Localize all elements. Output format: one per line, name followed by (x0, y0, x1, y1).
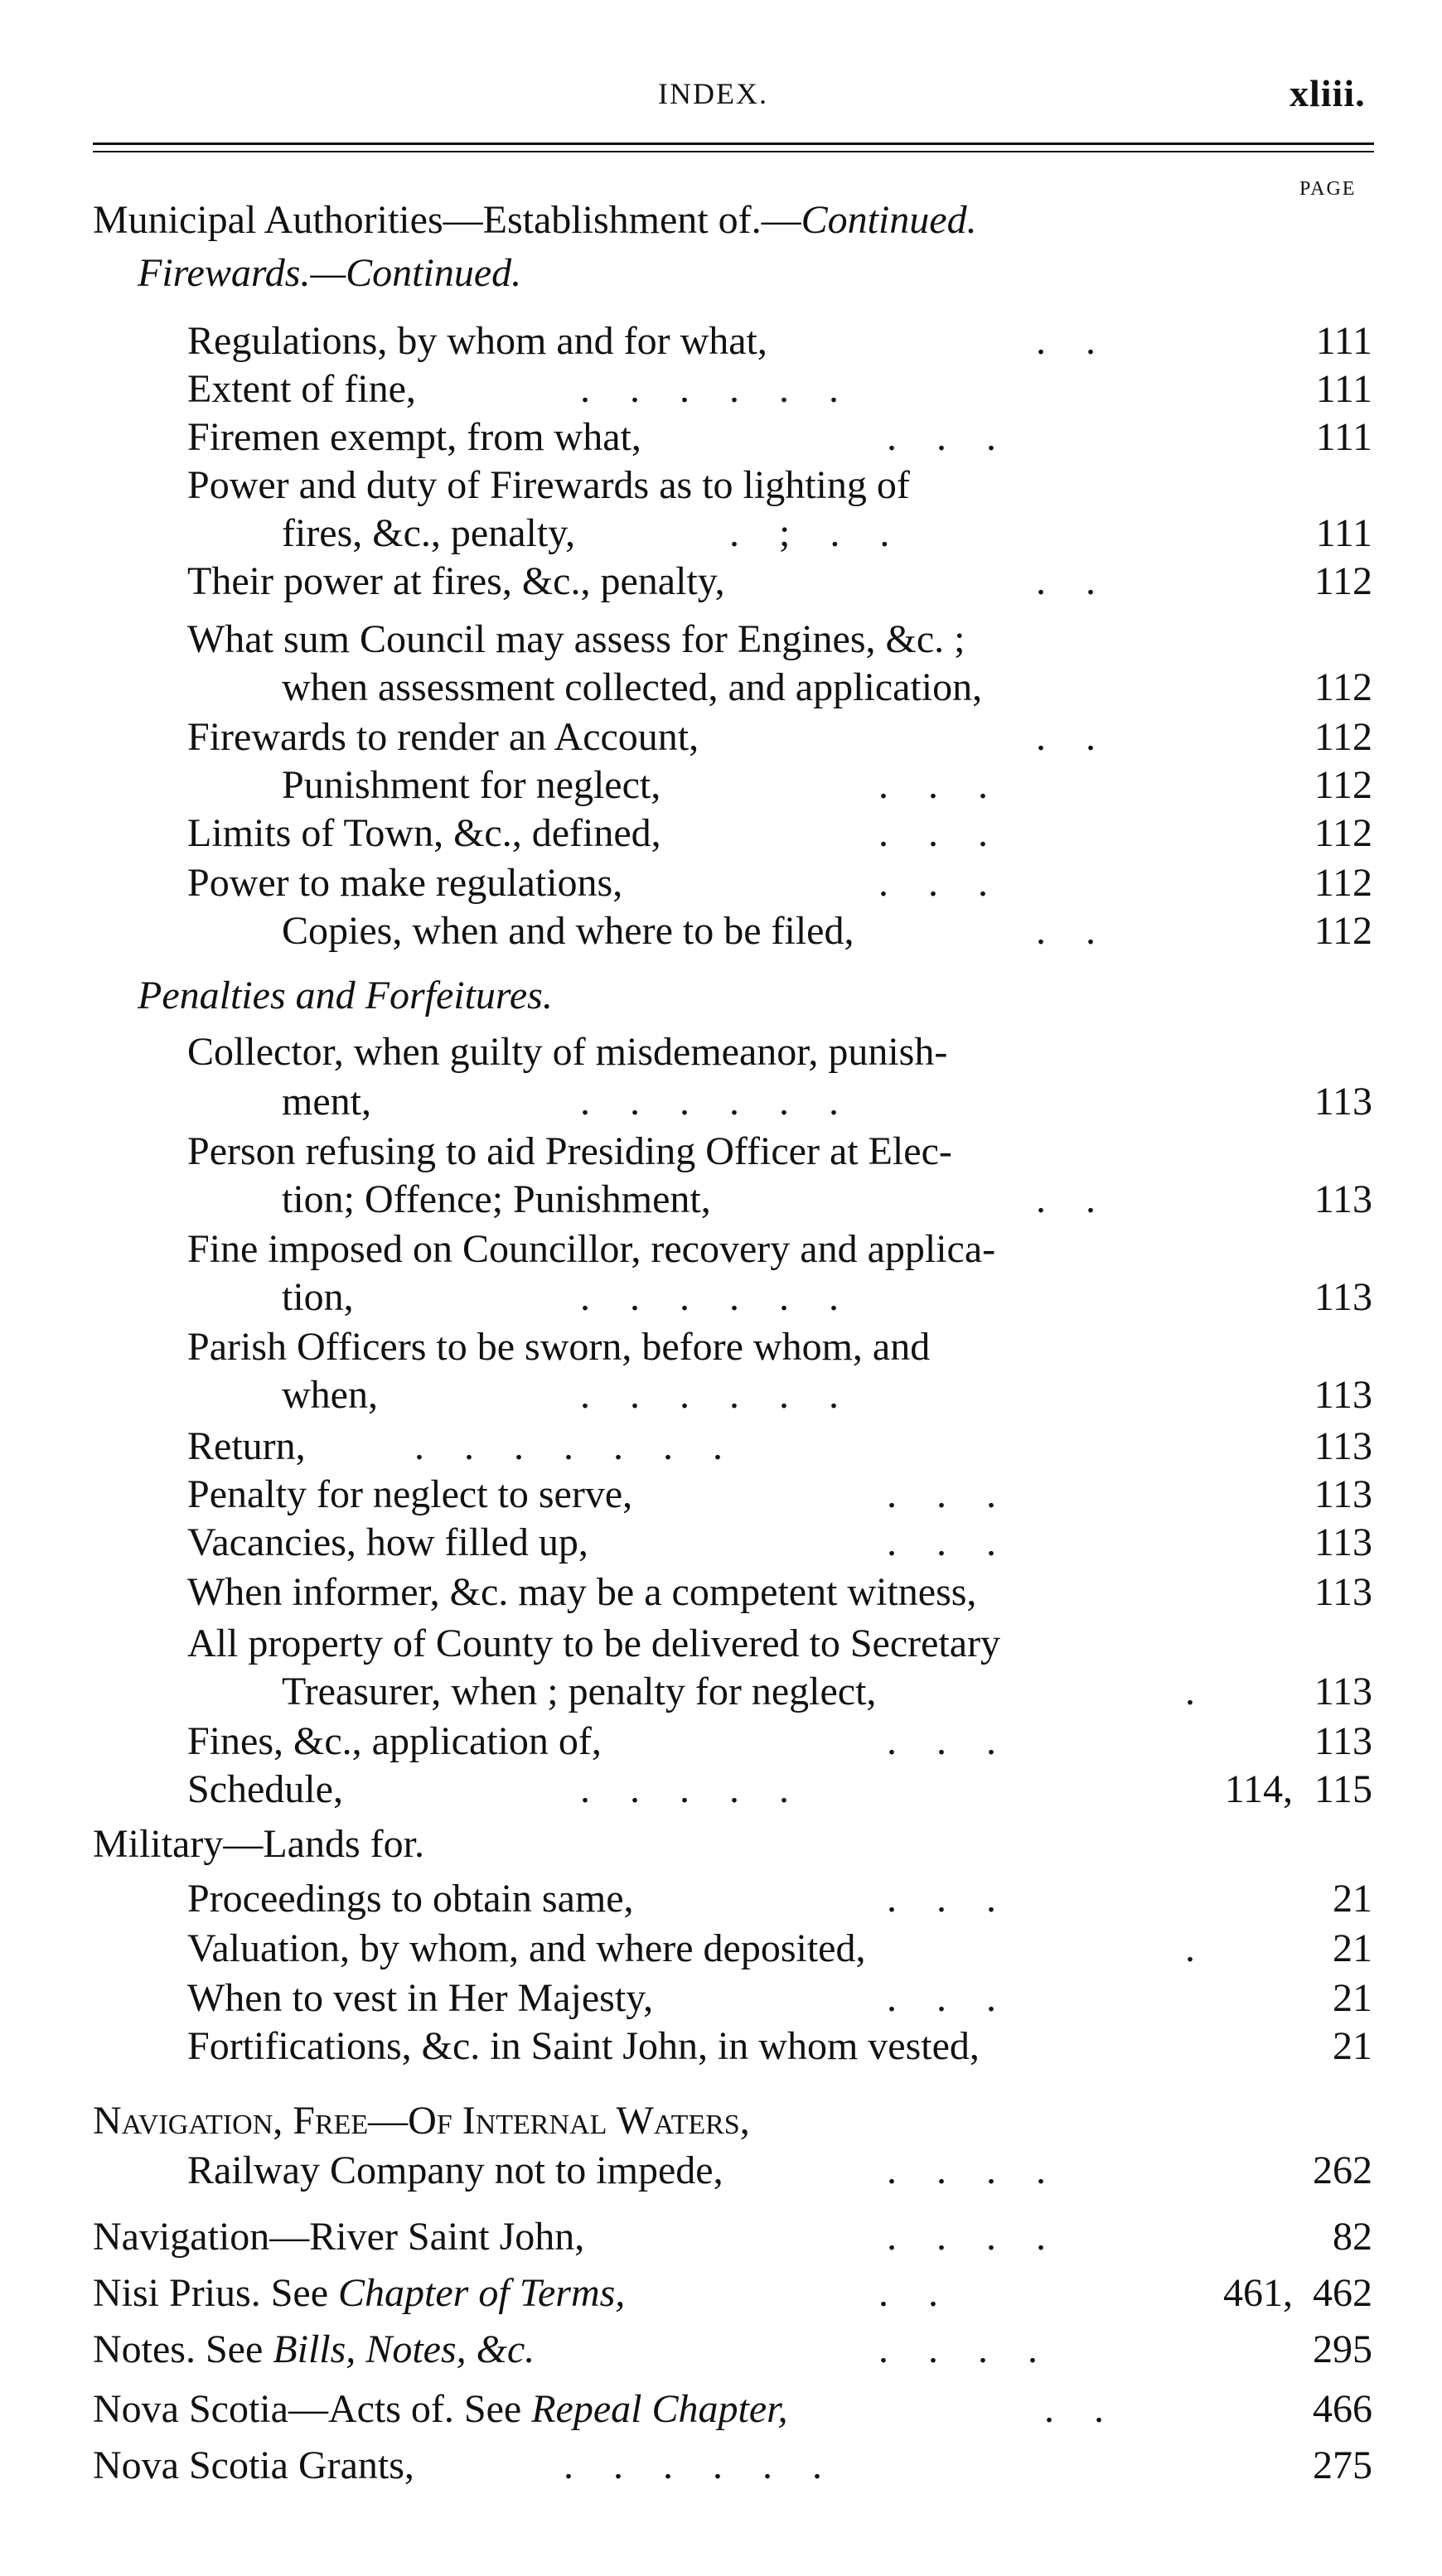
page-ref: 111 (1315, 319, 1372, 363)
entry-label: Firewards to render an Account, (187, 715, 699, 759)
page-ref: 462 (1313, 2271, 1372, 2315)
leader-dots: . . (1036, 559, 1096, 603)
entry-text (187, 1974, 653, 2023)
leader-dots: . . (1036, 909, 1096, 953)
leader-dots: . . . . . . (580, 1275, 839, 1319)
entry-text (282, 906, 854, 956)
index-entry (0, 906, 1442, 956)
entry-italic-label: Chapter of Terms, (338, 2271, 626, 2315)
index-entry (0, 1874, 1442, 1924)
index-entry (0, 1370, 1442, 1420)
page-ref: 21 (1333, 1976, 1372, 2020)
entry-text (187, 1874, 634, 1924)
entry-label: Schedule, (187, 1767, 343, 1811)
entry-label: when assessment collected, and application, (282, 665, 983, 709)
leader-dots: . (1185, 1926, 1195, 1970)
index-entry (0, 971, 1442, 1021)
index-entry (0, 1667, 1442, 1717)
entry-label: Nova Scotia Grants, (93, 2443, 414, 2487)
entry-label: Regulations, by whom and for what, (187, 319, 767, 363)
entry-text (282, 1667, 876, 1717)
entry-text (187, 1422, 306, 1472)
index-entry (0, 2325, 1442, 2375)
entry-label: Valuation, by whom, and where deposited, (187, 1926, 866, 1970)
page-ref-first: 461, (1223, 2271, 1293, 2315)
index-entry (0, 663, 1442, 713)
index-entry (0, 858, 1442, 908)
page-ref: 113 (1314, 1570, 1372, 1614)
page-ref: 113 (1314, 1177, 1372, 1221)
index-entry (0, 2022, 1442, 2071)
entry-text (93, 2325, 535, 2375)
leader-dots: . . . (878, 861, 988, 905)
leader-dots: . . . . . (580, 1767, 789, 1811)
index-entry (0, 713, 1442, 762)
entry-text (93, 2096, 750, 2146)
leader-dots: . (1185, 1670, 1195, 1713)
entry-label: Treasurer, when ; penalty for neglect, (282, 1670, 877, 1713)
index-entry (0, 1924, 1442, 1974)
leader-dots: . . . (887, 1976, 996, 2020)
entry-label: Proceedings to obtain same, (187, 1877, 634, 1921)
index-entry (0, 1175, 1442, 1225)
page-ref: 111 (1315, 367, 1372, 411)
entry-label: Penalty for neglect to serve, (187, 1472, 633, 1516)
index-entry (0, 761, 1442, 810)
entry-label: Parish Officers to be sworn, before whom, and (187, 1325, 931, 1369)
entry-text (187, 2022, 980, 2071)
entry-label: All property of County to be delivered to Secretary (187, 1621, 1001, 1665)
entry-text (187, 1027, 947, 1077)
entry-text (187, 1619, 1000, 1669)
index-entry (0, 1765, 1442, 1815)
page-ref: 21 (1333, 1926, 1372, 1970)
leader-dots: . . . (887, 1877, 996, 1921)
index-entry (0, 615, 1442, 665)
page-ref: 113 (1314, 1424, 1372, 1468)
page-ref: 466 (1313, 2387, 1372, 2431)
entry-label: tion, (282, 1275, 354, 1319)
entry-text (187, 1127, 952, 1177)
page-ref-first: 114, (1224, 1767, 1293, 1811)
entry-label: When informer, &c. may be a competent witness, (187, 1570, 977, 1614)
page-column-label: PAGE (1299, 178, 1357, 200)
entry-text (282, 1077, 371, 1127)
leader-dots: . . . . . . (580, 1373, 839, 1417)
entry-text (282, 761, 661, 810)
entry-text (187, 713, 699, 762)
index-entry (0, 509, 1442, 558)
page-ref: 112 (1314, 665, 1372, 709)
entry-label: Power to make regulations, (187, 861, 623, 905)
entry-label: Navigation—River Saint John, (93, 2215, 585, 2259)
entry-text (93, 1820, 424, 1869)
entry-label: Collector, when guilty of misdemeanor, punish- (187, 1030, 948, 1074)
entry-text (93, 2212, 584, 2262)
leader-dots: . . (1036, 715, 1096, 759)
page-ref: 82 (1333, 2215, 1372, 2259)
entry-label: Vacancies, how filled up, (187, 1520, 588, 1564)
entry-label: Their power at fires, &c., penalty, (187, 559, 725, 603)
entry-label: when, (282, 1373, 378, 1417)
entry-label: Military—Lands for. (93, 1822, 424, 1866)
entry-text (282, 1273, 354, 1322)
entry-label: Fortifications, &c. in Saint John, in whom vested, (187, 2024, 980, 2068)
entry-text (282, 1175, 711, 1225)
entry-label: What sum Council may assess for Engines, &c. ; (187, 617, 965, 661)
index-entry (0, 461, 1442, 510)
leader-dots: . . . . (878, 2327, 1038, 2371)
entry-italic-label: Continued. (801, 198, 977, 242)
entry-label: Nisi Prius. See (93, 2271, 339, 2315)
index-entry (0, 1820, 1442, 1869)
leader-dots: . . (1036, 1177, 1096, 1221)
entry-label: Limits of Town, &c., defined, (187, 811, 661, 855)
index-entry (0, 2212, 1442, 2262)
entry-text (93, 196, 977, 245)
entry-text (187, 809, 661, 858)
index-entry (0, 1027, 1442, 1077)
leader-dots: . . . . . . (580, 367, 839, 411)
page-ref: 275 (1313, 2443, 1372, 2487)
entry-text (187, 1225, 995, 1274)
entry-label: Copies, when and where to be filed, (282, 909, 854, 953)
page-ref: 112 (1314, 763, 1372, 807)
entry-text (187, 557, 725, 607)
entry-text (282, 663, 982, 713)
index-entry (0, 809, 1442, 858)
page-ref: 113 (1314, 1472, 1372, 1516)
page-ref: 113 (1314, 1670, 1372, 1713)
index-entry (0, 1717, 1442, 1766)
entry-text (187, 858, 622, 908)
leader-dots: . . (1036, 319, 1096, 363)
entry-text (93, 2441, 414, 2491)
entry-label: Nova Scotia—Acts of. See (93, 2387, 532, 2431)
entry-label: Railway Company not to impede, (187, 2148, 723, 2192)
page-ref: 262 (1313, 2148, 1372, 2192)
index-entry (0, 413, 1442, 462)
leader-dots: . . . . . . (580, 1080, 839, 1124)
entry-text (187, 365, 416, 414)
index-entry (0, 557, 1442, 607)
page-ref: 112 (1314, 909, 1372, 953)
page-ref: 112 (1314, 861, 1372, 905)
leader-dots: . . . . . . . (414, 1424, 723, 1468)
entry-label: Power and duty of Firewards as to lighting of (187, 463, 910, 507)
page-ref: 112 (1314, 559, 1372, 603)
entry-italic-label: Firewards.—Continued. (138, 251, 522, 295)
entry-text (187, 1717, 602, 1766)
index-entry (0, 1974, 1442, 2023)
entry-label: Extent of fine, (187, 367, 416, 411)
leader-dots: . . . (887, 1719, 996, 1763)
page-ref: 112 (1314, 715, 1372, 759)
index-entry (0, 1422, 1442, 1472)
index-entry (0, 1518, 1442, 1568)
entry-text (187, 413, 641, 462)
entry-text (138, 249, 521, 298)
entry-text (187, 2146, 723, 2196)
entry-text (187, 1924, 865, 1974)
entry-text (282, 509, 575, 558)
entry-text (187, 317, 767, 366)
header-rule-thin (93, 151, 1374, 152)
entry-label: fires, &c., penalty, (282, 511, 576, 555)
page-ref: 112 (1314, 811, 1372, 855)
entry-label: Firemen exempt, from what, (187, 415, 641, 459)
entry-text (282, 1370, 378, 1420)
entry-text (187, 615, 965, 665)
index-entry (0, 1322, 1442, 1372)
leader-dots: . . . . (887, 2148, 1046, 2192)
page-ref: 113 (1314, 1520, 1372, 1564)
entry-text (187, 1470, 632, 1520)
entry-italic-label: Penalties and Forfeitures. (138, 974, 553, 1017)
entry-text (187, 1765, 343, 1815)
entry-text (93, 2385, 788, 2434)
leader-dots: . . . (887, 415, 996, 459)
index-entry (0, 1225, 1442, 1274)
page-ref: 113 (1314, 1719, 1372, 1763)
index-entry (0, 1470, 1442, 1520)
header-rule (93, 143, 1374, 145)
index-entry (0, 317, 1442, 366)
leader-dots: . ; . . (729, 511, 890, 555)
entry-text (187, 461, 910, 510)
leader-dots: . . . (878, 811, 988, 855)
index-entry (0, 2269, 1442, 2318)
entry-text (93, 2269, 625, 2318)
entry-label: When to vest in Her Majesty, (187, 1976, 654, 2020)
page-ref: 111 (1315, 415, 1372, 459)
entry-label: Fine imposed on Councillor, recovery and applica- (187, 1227, 996, 1271)
entry-label: Navigation, Free—Of Internal Waters, (93, 2099, 750, 2143)
index-entry (0, 196, 1442, 245)
entry-label: tion; Offence; Punishment, (282, 1177, 711, 1221)
entry-text (187, 1322, 930, 1372)
entry-italic-label: Repeal Chapter, (531, 2387, 788, 2431)
entry-italic-label: Bills, Notes, &c. (273, 2327, 535, 2371)
entry-label: Person refusing to aid Presiding Officer at Elec- (187, 1129, 952, 1173)
page-ref: 113 (1314, 1275, 1372, 1319)
leader-dots: . . . . . . (564, 2443, 822, 2487)
index-entry (0, 1273, 1442, 1322)
entry-text (187, 1518, 588, 1568)
running-head-title: INDEX. (658, 77, 768, 110)
entry-text (138, 971, 553, 1021)
page-ref: 295 (1313, 2327, 1372, 2371)
leader-dots: . . . (878, 763, 988, 807)
page-ref: 21 (1333, 2024, 1372, 2068)
entry-label: Municipal Authorities—Establishment of.— (93, 198, 801, 242)
entry-label: Punishment for neglect, (282, 763, 661, 807)
page-ref: 113 (1314, 1373, 1372, 1417)
page-ref: 111 (1315, 511, 1372, 555)
index-entry (0, 365, 1442, 414)
index-entry (0, 1077, 1442, 1127)
leader-dots: . . (878, 2271, 938, 2315)
index-entry (0, 2441, 1442, 2491)
index-entry (0, 2096, 1442, 2146)
leader-dots: . . . (887, 1472, 996, 1516)
page-ref: 113 (1314, 1080, 1372, 1124)
page-ref: 21 (1333, 1877, 1372, 1921)
entry-label: Return, (187, 1424, 306, 1468)
index-entry (0, 2385, 1442, 2434)
leader-dots: . . (1044, 2387, 1104, 2431)
entry-label: Fines, &c., application of, (187, 1719, 602, 1763)
index-entry (0, 1619, 1442, 1669)
leader-dots: . . . . (887, 2215, 1046, 2259)
entry-label: ment, (282, 1080, 371, 1124)
index-entry (0, 1568, 1442, 1617)
page-ref: 115 (1314, 1767, 1372, 1811)
page-number: xliii. (1290, 72, 1366, 114)
index-entry (0, 249, 1442, 298)
index-entry (0, 2146, 1442, 2196)
entry-label: Notes. See (93, 2327, 273, 2371)
entry-text (187, 1568, 976, 1617)
leader-dots: . . . (887, 1520, 996, 1564)
index-entry (0, 1127, 1442, 1177)
